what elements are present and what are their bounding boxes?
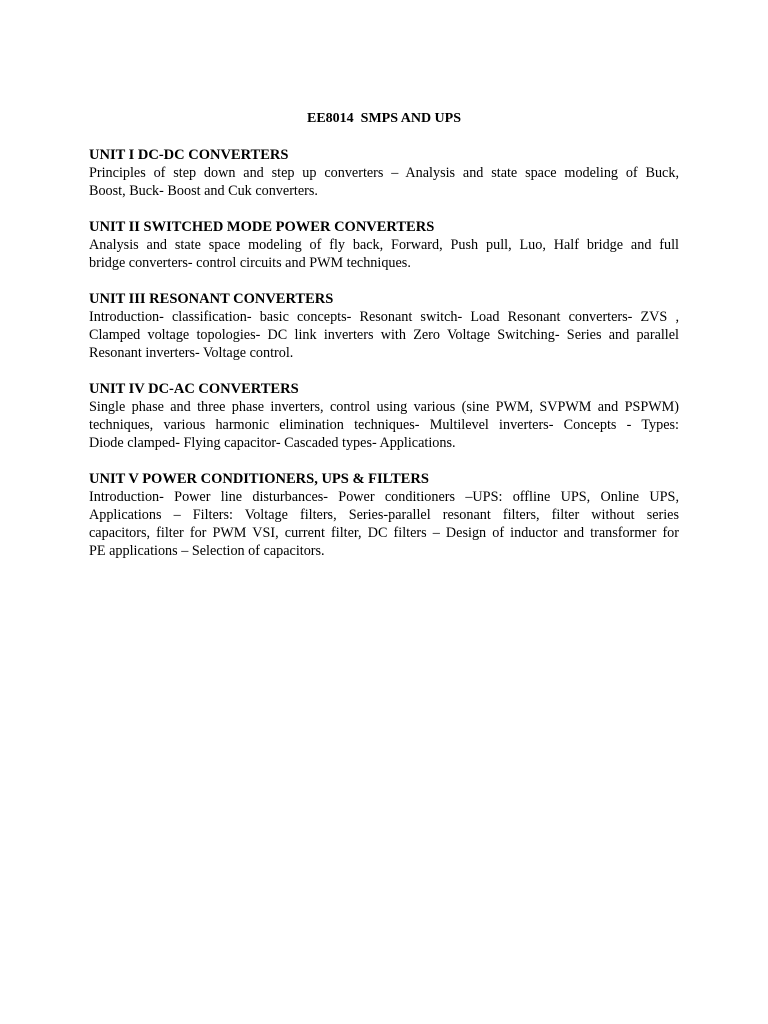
body-line: Introduction- classification- basic concepts- Resonant switch- Load Resonant converters- ZVS ,	[89, 309, 679, 325]
body-line: PE applications – Selection of capacitors.	[89, 543, 325, 559]
unit-2-body	[89, 236, 679, 272]
body-line: Boost, Buck- Boost and Cuk converters.	[89, 183, 318, 199]
unit-1-section	[89, 146, 679, 200]
body-line: techniques, various harmonic elimination techniques- Multilevel inverters- Concepts - Types:	[89, 417, 679, 433]
body-line: Clamped voltage topologies- DC link inverters with Zero Voltage Switching- Series and parallel	[89, 327, 679, 343]
document-title: EE8014 SMPS AND UPS	[306, 111, 462, 126]
unit-5-heading: UNIT V POWER CONDITIONERS, UPS & FILTERS	[89, 471, 429, 487]
unit-5-body	[89, 488, 679, 560]
body-line: Resonant inverters- Voltage control.	[89, 345, 294, 361]
body-line: Analysis and state space modeling of fly back, Forward, Push pull, Luo, Half bridge and full	[89, 237, 679, 253]
unit-4-section	[89, 380, 679, 452]
unit-3-heading: UNIT III RESONANT CONVERTERS	[89, 291, 334, 307]
body-line: Diode clamped- Flying capacitor- Cascaded types- Applications.	[89, 435, 456, 451]
unit-4-heading: UNIT IV DC-AC CONVERTERS	[89, 381, 299, 397]
syllabus-content	[89, 146, 679, 578]
body-line: Single phase and three phase inverters, control using various (sine PWM, SVPWM and PSPWM)	[89, 399, 679, 415]
body-line: Principles of step down and step up converters – Analysis and state space modeling of Buck,	[89, 165, 679, 181]
unit-1-heading: UNIT I DC-DC CONVERTERS	[89, 147, 289, 163]
unit-4-body	[89, 398, 679, 452]
body-line: bridge converters- control circuits and PWM techniques.	[89, 255, 411, 271]
unit-5-section	[89, 470, 679, 560]
unit-3-section	[89, 290, 679, 362]
unit-3-body	[89, 308, 679, 362]
body-line: Applications – Filters: Voltage filters, Series-parallel resonant filters, filter without series	[89, 507, 679, 523]
body-line: capacitors, filter for PWM VSI, current filter, DC filters – Design of inductor and transformer for	[89, 525, 679, 541]
body-line: Introduction- Power line disturbances- Power conditioners –UPS: offline UPS, Online UPS,	[89, 489, 679, 505]
unit-2-section	[89, 218, 679, 272]
unit-2-heading: UNIT II SWITCHED MODE POWER CONVERTERS	[89, 219, 435, 235]
unit-1-body	[89, 164, 679, 200]
